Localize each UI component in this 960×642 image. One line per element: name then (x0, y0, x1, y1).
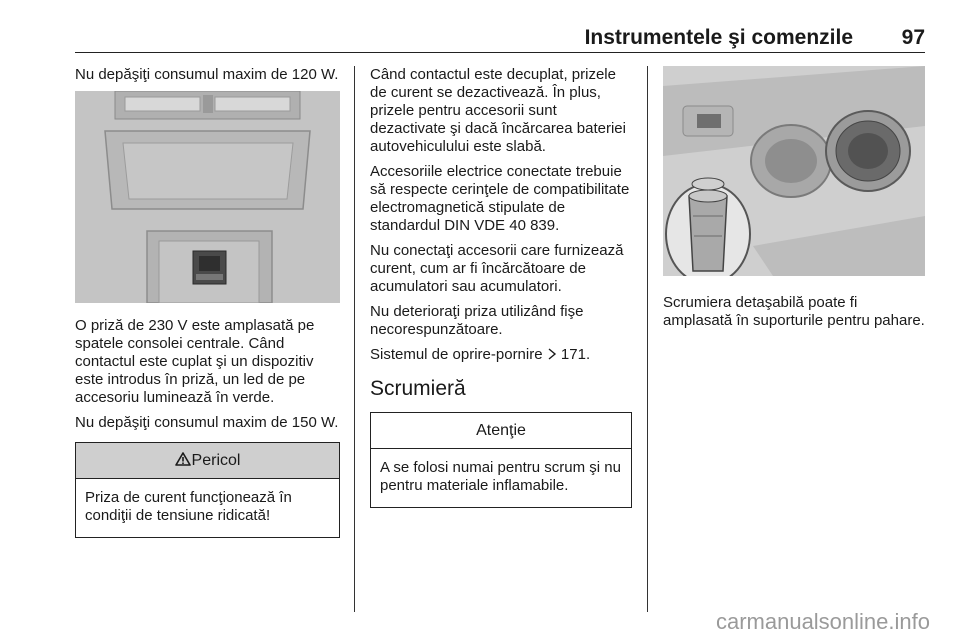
paragraph: Când contactul este decuplat, prizele de curent se dezactivează. În plus, prizele pentru accesorii sunt dezactivate şi dacă încărcarea bateriei autovehiculului este slabă. (370, 66, 626, 155)
danger-box-text: Priza de curent funcţionează în condiţii de tensiune ridicată! (85, 489, 292, 524)
column-divider (647, 66, 648, 612)
warning-triangle-icon (175, 452, 191, 466)
paragraph: Scrumiera detaşabilă poate fi amplasată în suporturile pentru pahare. (663, 294, 925, 329)
section-heading: Scrumieră (370, 377, 466, 400)
column-3 (663, 66, 925, 337)
attention-box-header: Atenţie (371, 413, 631, 449)
cross-reference-text: Sistemul de oprire-pornire (370, 346, 543, 363)
column-2 (370, 66, 632, 508)
header-title: Instrumentele şi comenzile (584, 26, 853, 49)
cross-reference-page: 171. (560, 346, 591, 363)
page-header (75, 26, 925, 50)
ashtray-photo (663, 66, 925, 276)
paragraph: Accesoriile electrice conectate trebuie să respecte cerinţele de compatibilitate electromagnetică stipulate de standardul DIN VDE 40 839. (370, 163, 630, 234)
reference-arrow-icon (547, 348, 557, 360)
page-number: 97 (901, 26, 925, 49)
paragraph: Nu depăşiţi consumul maxim de 120 W. (75, 66, 339, 83)
paragraph: Nu depăşiţi consumul maxim de 150 W. (75, 414, 339, 431)
danger-box-title: Pericol (191, 452, 241, 469)
attention-box (370, 412, 632, 508)
danger-box (75, 442, 340, 538)
danger-box-header (76, 443, 339, 479)
paragraph: O priză de 230 V este amplasată pe spatele consolei centrale. Când contactul este cuplat şi un dispozitiv este introdus în priză, un led de pe accesoriu luminează în verde. (75, 317, 315, 406)
watermark: carmanualsonline.info (715, 609, 930, 634)
header-rule (75, 52, 925, 53)
paragraph: Nu deterioraţi priza utilizând fişe necorespunzătoare. (370, 303, 584, 338)
paragraph: Nu conectaţi accesorii care furnizează curent, cum ar fi încărcătoare de acumulatori sau acumulatori. (370, 242, 624, 295)
paragraph-cross-reference (370, 346, 632, 364)
attention-box-text: A se folosi numai pentru scrum şi nu pentru materiale inflamabile. (380, 459, 621, 494)
column-divider (354, 66, 355, 612)
console-socket-photo (75, 91, 340, 303)
column-1 (75, 66, 340, 538)
